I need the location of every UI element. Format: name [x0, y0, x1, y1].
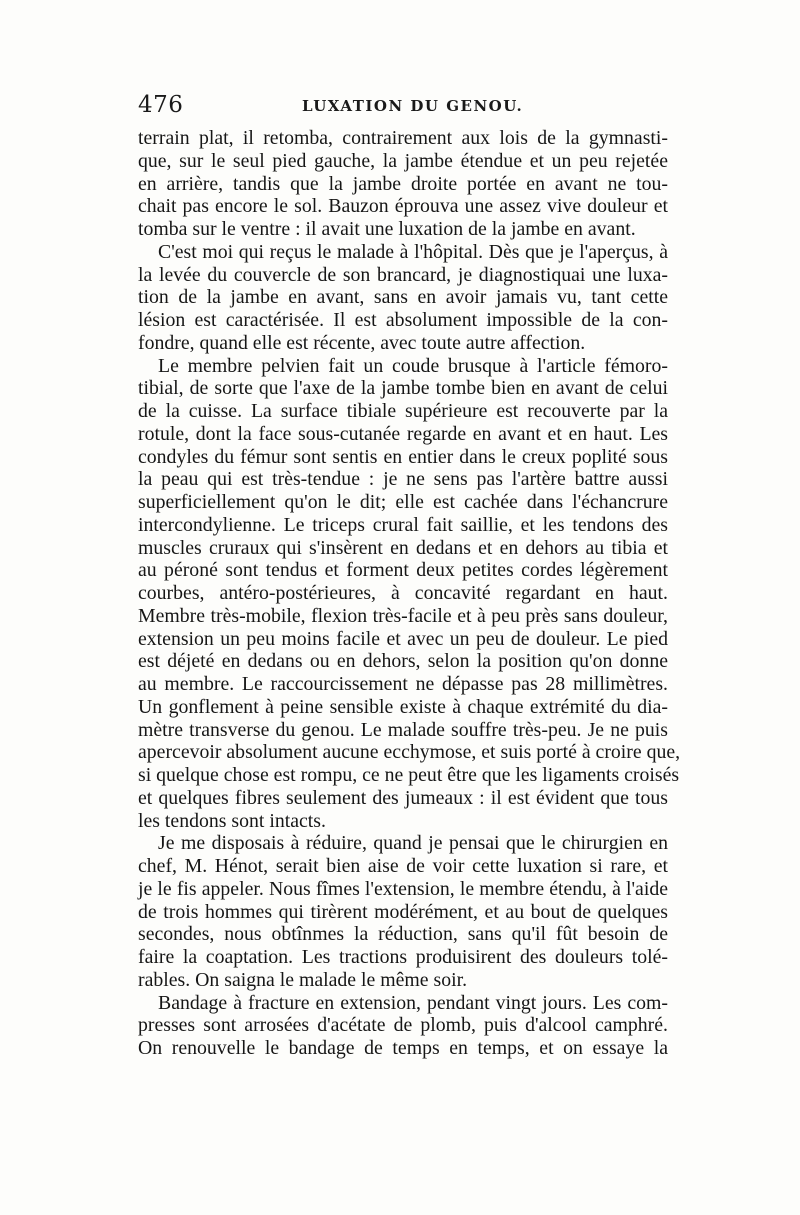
text-line: presses sont arrosées d'acétate de plomb, puis d'alcool camphré.	[138, 1014, 668, 1037]
text-line: rables. On saigna le malade le même soir.	[138, 968, 468, 991]
text-line: que, sur le seul pied gauche, la jambe étendue et un peu rejetée	[138, 149, 668, 172]
paragraph-start-line: Bandage à fracture en extension, pendant vingt jours. Les com-	[158, 991, 668, 1014]
running-head: LUXATION DU GENOU.	[302, 97, 524, 115]
text-line: je le fis appeler. Nous fîmes l'extension, le membre étendu, à l'aide	[138, 877, 668, 900]
text-line: chait pas encore le sol. Bauzon éprouva une assez vive douleur et	[138, 195, 668, 218]
text-line: de trois hommes qui tirèrent modérément, et au bout de quelques	[138, 900, 668, 923]
paragraph-start-line: C'est moi qui reçus le malade à l'hôpital. Dès que je l'aperçus, à	[158, 240, 668, 263]
text-line: intercondylienne. Le triceps crural fait saillie, et les tendons des	[138, 513, 668, 536]
text-line: condyles du fémur sont sentis en entier dans le creux poplité sous	[138, 445, 668, 468]
text-line: secondes, nous obtînmes la réduction, sans qu'il fût besoin de	[138, 923, 668, 946]
page-header	[138, 92, 668, 122]
text-line: lésion est caractérisée. Il est absolument impossible de la con-	[138, 309, 668, 331]
paragraph-start-line: Le membre pelvien fait un coude brusque à l'article fémoro-	[158, 354, 668, 377]
text-line: terrain plat, il retomba, contrairement aux lois de la gymnasti-	[138, 127, 668, 149]
text-line: courbes, antéro-postérieures, à concavité regardant en haut.	[138, 582, 668, 604]
text-line: de la cuisse. La surface tibiale supérieure est recouverte par la	[138, 400, 668, 422]
text-line: On renouvelle le bandage de temps en temps, et on essaye la	[138, 1037, 668, 1059]
text-line: rotule, dont la face sous-cutanée regarde en avant et en haut. Les	[138, 422, 668, 445]
page-number: 476	[138, 92, 184, 118]
text-line: au membre. Le raccourcissement ne dépasse pas 28 millimètres.	[138, 673, 668, 695]
text-line: tomba sur le ventre : il avait une luxation de la jambe en avant.	[138, 218, 636, 240]
text-line: la levée du couvercle de son brancard, je diagnostiquai une luxa-	[138, 263, 668, 286]
text-line: au péroné sont tendus et forment deux petites cordes légèrement	[138, 559, 668, 582]
text-line: chef, M. Hénot, serait bien aise de voir cette luxation si rare, et	[138, 855, 668, 877]
body-text	[138, 127, 681, 1060]
text-line: faire la coaptation. Les tractions produisirent des douleurs tolé-	[138, 946, 668, 968]
text-line: et quelques fibres seulement des jumeaux : il est évident que tous	[138, 786, 668, 809]
text-line: superficiellement qu'on le dit; elle est cachée dans l'échancrure	[138, 491, 668, 513]
text-line: les tendons sont intacts.	[138, 809, 326, 832]
text-line: tion de la jambe en avant, sans en avoir jamais vu, tant cette	[138, 286, 668, 309]
text-line: la peau qui est très-tendue : je ne sens pas l'artère battre aussi	[138, 468, 668, 491]
paragraph-start-line: Je me disposais à réduire, quand je pensai que le chirurgien en	[158, 832, 668, 855]
text-line: en arrière, tandis que la jambe droite portée en avant ne tou-	[138, 172, 668, 195]
text-line: extension un peu moins facile et avec un peu de douleur. Le pied	[138, 627, 668, 650]
text-line: est déjeté en dedans ou en dehors, selon la position qu'on donne	[138, 650, 668, 673]
text-line: muscles cruraux qui s'insèrent en dedans et en dehors au tibia et	[138, 536, 668, 559]
text-line: si quelque chose est rompu, ce ne peut être que les ligaments croisés	[138, 764, 680, 786]
text-line: Un gonflement à peine sensible existe à chaque extrémité du dia-	[138, 695, 668, 718]
text-line: apercevoir absolument aucune ecchymose, et suis porté à croire que,	[138, 741, 681, 764]
text-line: tibial, de sorte que l'axe de la jambe tombe bien en avant de celui	[138, 377, 668, 400]
text-line: fondre, quand elle est récente, avec toute autre affection.	[138, 331, 586, 354]
text-line: mètre transverse du genou. Le malade souffre très-peu. Je ne puis	[138, 718, 668, 741]
text-line: Membre très-mobile, flexion très-facile et à peu près sans douleur,	[138, 604, 668, 627]
